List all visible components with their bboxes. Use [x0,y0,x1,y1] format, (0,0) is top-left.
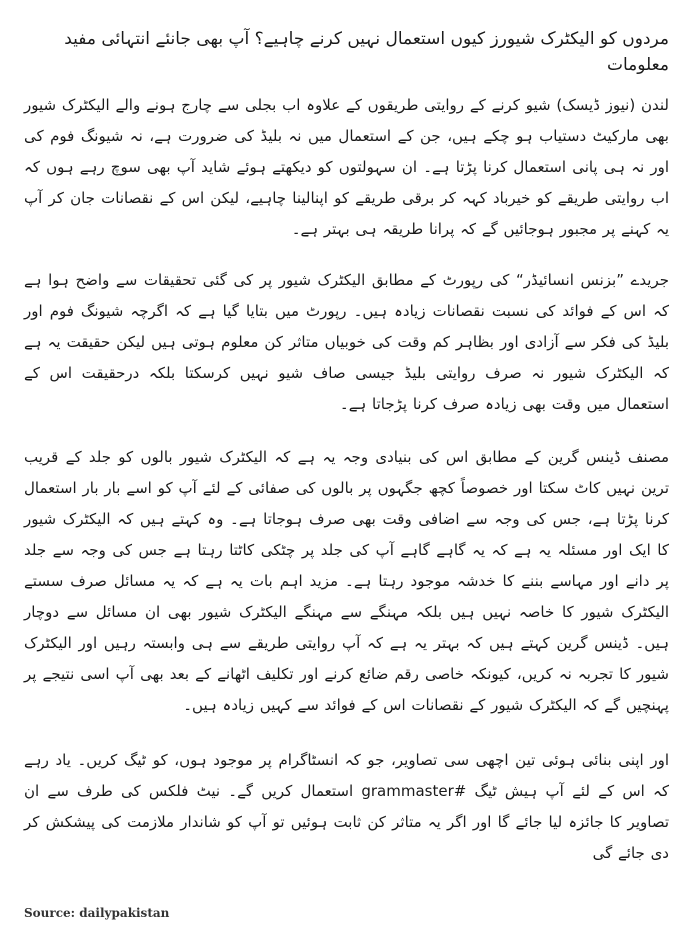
article-paragraph: مصنف ڈینس گرین کے مطابق اس کی بنیادی وجہ یہ ہے کہ الیکٹرک شیور بالوں کو جلد کے قریب ترین نہیں کاٹ سکتا اور خصوصاً کچھ جگہوں پر بالوں کی صفائی کے لئے آپ کو اسے بار بار استعمال کرنا پڑتا ہے، جس کی وجہ سے اضافی وقت بھی صرف ہوجاتا ہے۔ وہ کہتے ہیں کہ الیکٹرک شیور کا ایک اور مسئلہ یہ ہے کہ یہ گاہے گاہے آپ کی جلد پر چٹکی کاٹتا رہتا ہے جس کی وجہ سے جلد پر دانے اور مہاسے بننے کا خدشہ موجود رہتا ہے۔ مزید اہم بات یہ ہے کہ یہ مسائل صرف سستے الیکٹرک شیور کا خاصہ نہیں ہیں بلکہ مہنگے سے مہنگے الیکٹرک شیور بھی ان مسائل سے دوچار ہیں۔ ڈینس گرین کہتے ہیں کہ بہتر یہ ہے کہ آپ روایتی طریقے سے ہی وابستہ رہیں اور الیکٹرک شیور کا تجربہ نہ کریں، کیونکہ خاصی رقم ضائع کرنے اور تکلیف اٹھانے کے بعد بھی آپ اسی نتیجے پر پہنچیں گے کہ الیکٹرک شیور کے نقصانات اس کے فوائد سے کہیں زیادہ ہیں۔ [24,448,669,714]
article-paragraph: لندن (نیوز ڈیسک) شیو کرنے کے روایتی طریقوں کے علاوہ اب بجلی سے چارج ہونے والے الیکٹرک شیور بھی مارکیٹ دستیاب ہو چکے ہیں، جن کے استعمال میں نہ بلیڈ کی ضرورت ہے، نہ شیونگ فوم کی اور نہ ہی پانی استعمال کرنا پڑتا ہے۔ ان سہولتوں کو دیکھتے ہوئے شاید آپ بھی سوچ رہے ہوں کہ اب روایتی طریقے کو خیرباد کہہ کر برقی طریقے کو اپنالینا چاہیے، لیکن اس کے نقصانات جان کر آپ یہ کہنے پر مجبور ہوجائیں گے کہ پرانا طریقہ ہی بہتر ہے۔ [24,96,669,238]
source-credit: Source: dailypakistan [24,906,170,920]
article-paragraph: اور اپنی بنائی ہوئی تین اچھی سی تصاویر، جو کہ انسٹاگرام پر موجود ہوں، کو ٹیگ کریں۔ یاد رہے کہ اس کے لئے آپ ہیش ٹیگ #grammaster استعمال کریں گے۔ نیٹ فلکس کی طرف سے ان تصاویر کا جائزہ لیا جائے گا اور اگر یہ متاثر کن ثابت ہوئیں تو آپ کو شاندار ملازمت کی پیشکش کر دی جائے گی [24,751,669,862]
article-paragraph: جریدے ”بزنس انسائیڈر“ کی رپورٹ کے مطابق الیکٹرک شیور پر کی گئی تحقیقات سے واضح ہوا ہے کہ اس کے فوائد کی نسبت نقصانات زیادہ ہیں۔ رپورٹ میں بتایا گیا ہے کہ اگرچہ شیونگ فوم اور بلیڈ کی فکر سے آزادی اور بظاہر کم وقت کی خوبیاں متاثر کن معلوم ہوتی ہیں لیکن حقیقت یہ ہے کہ الیکٹرک شیور نہ صرف روایتی بلیڈ جیسی صاف شیو نہیں کرسکتا بلکہ درحقیقت اس کے استعمال میں وقت بھی زیادہ صرف کرنا پڑجاتا ہے۔ [24,271,669,413]
article-headline: مردوں کو الیکٹرک شیورز کیوں استعمال نہیں کرنے چاہیے؟ آپ بھی جانئے انتہائی مفید معلومات [64,29,669,75]
